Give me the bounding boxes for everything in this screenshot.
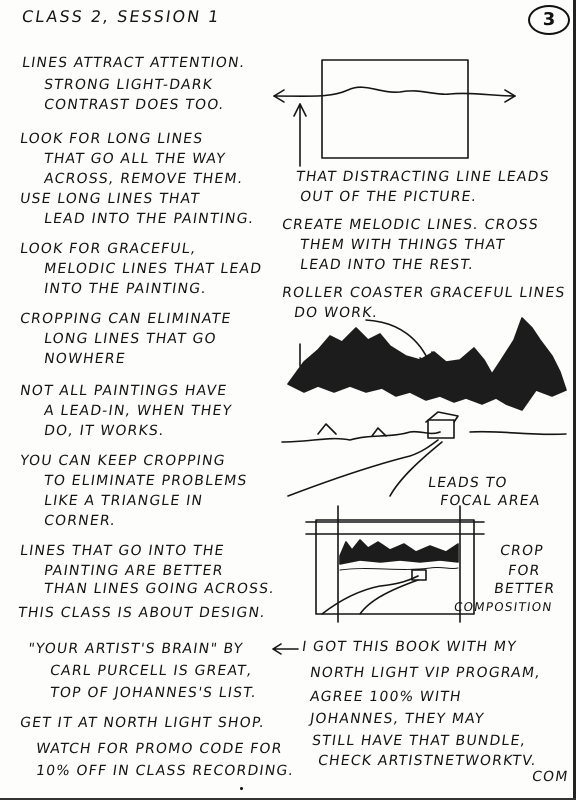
ink-dot (240, 787, 243, 790)
note-line: NORTH LIGHT VIP PROGRAM, (308, 665, 542, 681)
note-line: STRONG LIGHT-DARK (42, 77, 215, 93)
note-line: THAN LINES GOING ACROSS. (42, 581, 276, 597)
note-line: TO ELIMINATE PROBLEMS (42, 473, 249, 489)
note-line: COM (530, 769, 570, 785)
note-line: JOHANNES, THEY MAY (308, 711, 486, 727)
note-line: THAT DISTRACTING LINE LEADS (294, 169, 551, 185)
note-line: LOOK FOR GRACEFUL, (18, 241, 198, 257)
note-line: A LEAD-IN, WHEN THEY (42, 403, 234, 419)
note-line: 10% OFF IN CLASS RECORDING. (34, 763, 296, 779)
note-line: INTO THE PAINTING. (42, 281, 208, 297)
note-line: GET IT AT NORTH LIGHT SHOP. (18, 715, 267, 731)
note-line: NOWHERE (42, 351, 127, 367)
note-line: LEAD INTO THE REST. (298, 257, 476, 273)
note-line: ROLLER COASTER GRACEFUL LINES (280, 285, 567, 301)
note-line: NOT ALL PAINTINGS HAVE (18, 383, 229, 399)
note-line: "YOUR ARTIST'S BRAIN" BY (26, 641, 245, 657)
note-line: CONTRAST DOES TOO. (42, 97, 226, 113)
note-line: CROP (498, 543, 545, 559)
note-line: AGREE 100% WITH (308, 689, 463, 705)
note-line: THIS CLASS IS ABOUT DESIGN. (16, 605, 267, 621)
note-line: CROPPING CAN ELIMINATE (18, 311, 233, 327)
note-line: LINES ATTRACT ATTENTION. (20, 55, 247, 71)
note-line: CARL PURCELL IS GREAT, (48, 663, 254, 679)
note-line: LINES THAT GO INTO THE (18, 543, 226, 559)
note-line: WATCH FOR PROMO CODE FOR (34, 741, 284, 757)
note-line: CREATE MELODIC LINES. CROSS (280, 217, 540, 233)
note-line: FOCAL AREA (438, 493, 542, 509)
note-line: ACROSS, REMOVE THEM. (42, 171, 245, 187)
note-line: USE LONG LINES THAT (18, 191, 202, 207)
note-line: STILL HAVE THAT BUNDLE, (310, 733, 528, 749)
note-line: DO WORK. (292, 305, 380, 321)
note-line: I GOT THIS BOOK WITH MY (300, 639, 518, 655)
note-line: LEAD INTO THE PAINTING. (42, 211, 256, 227)
note-line: YOU CAN KEEP CROPPING (18, 453, 227, 469)
note-line: THAT GO ALL THE WAY (42, 151, 227, 167)
note-line: CHECK ARTISTNETWORKTV. (316, 753, 538, 769)
note-line: LOOK FOR LONG LINES (18, 131, 205, 147)
note-line: BETTER (492, 581, 557, 597)
note-line: LEADS TO (426, 475, 509, 491)
note-line: THEM WITH THINGS THAT (298, 237, 507, 253)
mountain-landscape-sketch (270, 300, 570, 500)
note-line: CORNER. (42, 513, 118, 529)
note-line: OUT OF THE PICTURE. (298, 189, 479, 205)
page-number: 3 (528, 5, 570, 35)
note-line: PAINTING ARE BETTER (42, 563, 225, 579)
note-line: TOP OF JOHANNES'S LIST. (48, 685, 258, 701)
note-line: LONG LINES THAT GO (42, 331, 218, 347)
page-title: CLASS 2, SESSION 1 (20, 7, 222, 26)
left-arrow-icon (270, 642, 300, 656)
note-line: COMPOSITION (453, 600, 554, 614)
note-line: MELODIC LINES THAT LEAD (42, 261, 264, 277)
note-line: LIKE A TRIANGLE IN (42, 493, 205, 509)
note-line: DO, IT WORKS. (42, 423, 166, 439)
distracting-line-sketch (270, 58, 530, 168)
note-line: FOR (506, 563, 542, 579)
